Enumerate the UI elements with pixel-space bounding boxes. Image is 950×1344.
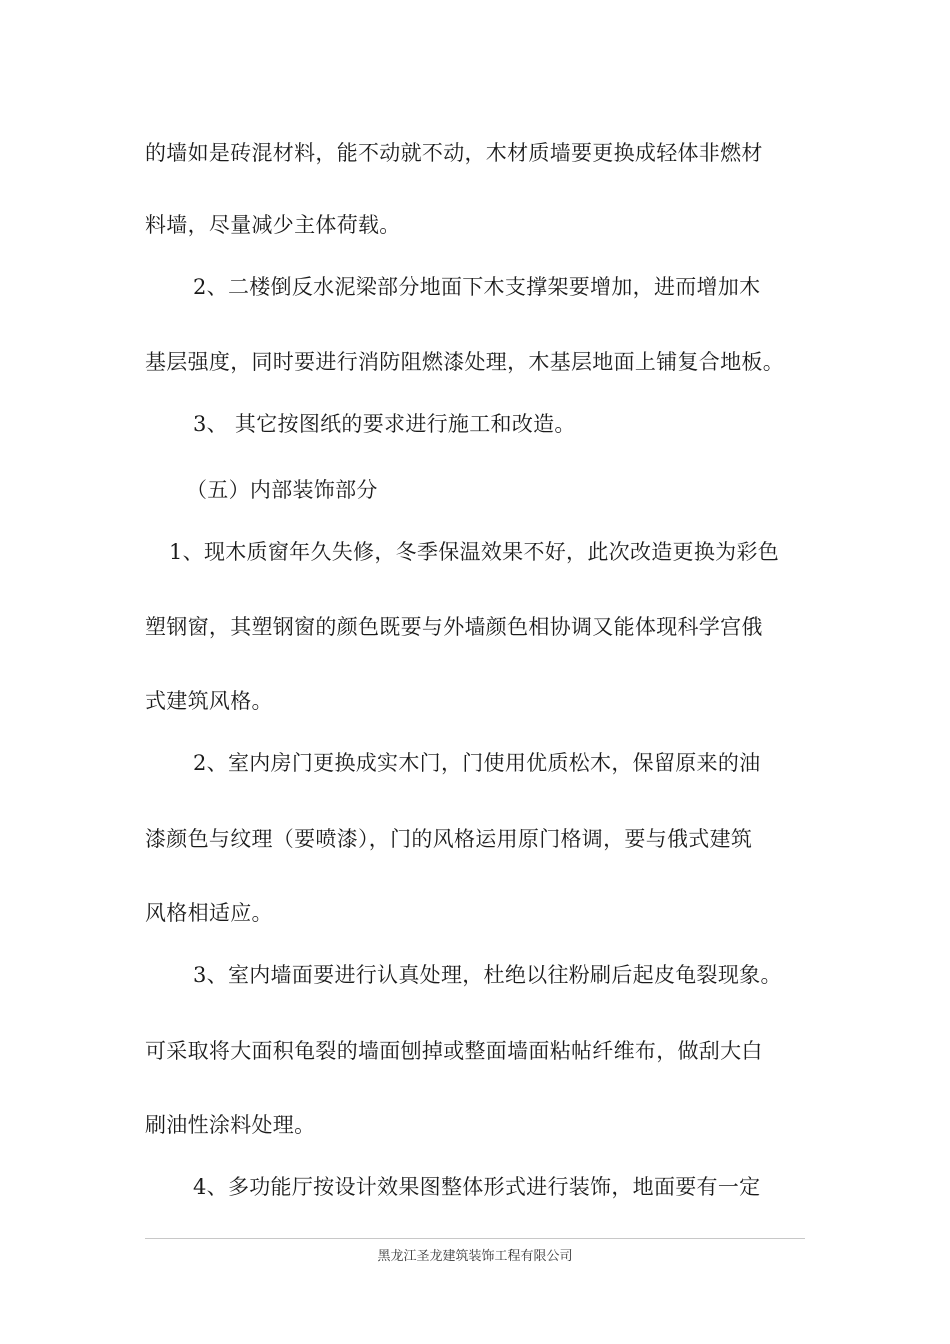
paragraph-line: 3、 其它按图纸的要求进行施工和改造。 xyxy=(193,412,576,436)
section-heading: （五）内部装饰部分 xyxy=(186,478,378,502)
paragraph-line: 漆颜色与纹理（要喷漆），门的风格运用原门格调，要与俄式建筑 xyxy=(145,827,753,851)
paragraph-line: 3、室内墙面要进行认真处理，杜绝以往粉刷后起皮龟裂现象。 xyxy=(193,963,782,987)
paragraph-line: 式建筑风格。 xyxy=(145,689,273,713)
footer-company-name: 黑龙江圣龙建筑装饰工程有限公司 xyxy=(377,1249,573,1264)
paragraph-line: 可采取将大面积龟裂的墙面刨掉或整面墙面粘帖纤维布，做刮大白 xyxy=(145,1039,763,1063)
paragraph-line: 1、现木质窗年久失修，冬季保温效果不好，此次改造更换为彩色 xyxy=(169,540,780,564)
paragraph-line: 刷油性涂料处理。 xyxy=(145,1113,316,1137)
paragraph-line: 基层强度，同时要进行消防阻燃漆处理，木基层地面上铺复合地板。 xyxy=(145,350,784,374)
paragraph-line: 的墙如是砖混材料，能不动就不动，木材质墙要更换成轻体非燃材 xyxy=(145,141,763,165)
paragraph-line: 2、二楼倒反水泥梁部分地面下木支撑架要增加，进而增加木 xyxy=(193,275,761,299)
paragraph-line: 料墙，尽量减少主体荷载。 xyxy=(145,213,401,237)
footer-divider xyxy=(145,1238,805,1239)
paragraph-line: 塑钢窗，其塑钢窗的颜色既要与外墙颜色相协调又能体现科学宫俄 xyxy=(145,615,763,639)
paragraph-line: 风格相适应。 xyxy=(145,901,273,925)
paragraph-line: 4、多功能厅按设计效果图整体形式进行装饰，地面要有一定 xyxy=(193,1175,761,1199)
paragraph-line: 2、室内房门更换成实木门，门使用优质松木，保留原来的油 xyxy=(193,751,761,775)
